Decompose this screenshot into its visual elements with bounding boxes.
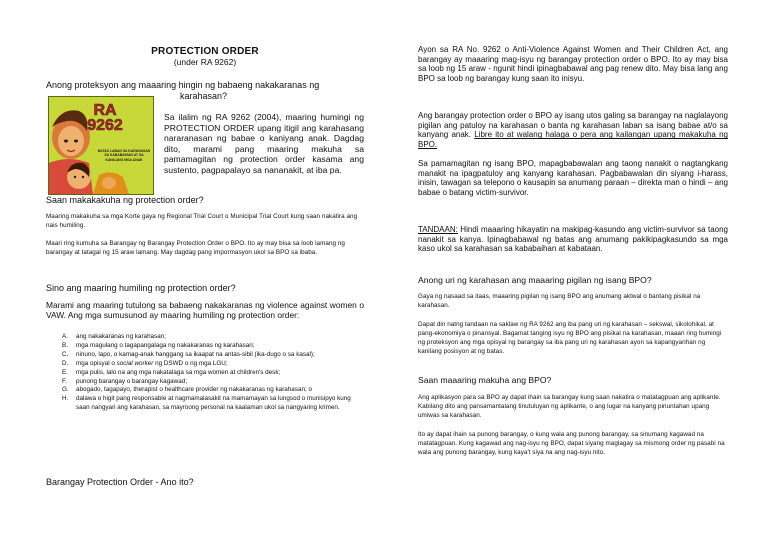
cover-title: RA 9262 [87, 102, 123, 134]
list-item: C. ninuno, lapo, o kamag-anak hanggang sa ikaapat na antas-sibil (ika-dugo o sa kasal); [62, 350, 315, 358]
list-item: A. ang nakakaranas ng karahasan; [62, 333, 166, 340]
paragraph-other-violence: Dapat din natng tandaan na saklaw ng RA 9262 ang iba pang uri ng karahasan – sekswal, sikolohikal, at pang-ekonomiya o pinansyal. Bagamat tanging isyu ng BPO ang pisikal na karahasan, maaari ring humingi ng proteksyon ang mga opisyal ng barangay sa iba pang uri ng karahasan ayon sa kapangyarihan ng kanilang posisyon at ng batas. [418, 321, 722, 355]
paragraph-bpo-definition: Ang barangay protection order o BPO ay isang utos galing sa barangay na naglalayong pigilan ang patuloy na karahasan o banta ng karahasan laban sa isang babae at/o sa kanyang anak. Libre ito at walang halaga o pera ang kailangan upang makakuha ng BPO. [418, 111, 728, 149]
paragraph-who-intro: Marami ang maaring tutulong sa babaeng nakakaranas ng violence against women o VAW. Ang mga sumusunod ay maaring humiling ng protection order: [46, 300, 364, 320]
list-item: F. punong barangay o barangay kagawad; [62, 377, 187, 385]
intro-paragraph: Sa ilalim ng RA 9262 (2004), maaring humingi ng PROTECTION ORDER upang itigil ang karahasang nararanasan ng babae o kaniyang anak. Dagdag dito, marami pang maaring makuha sa pamamagitan ng protection order kasama ang sustento, pagpapalayo sa nananakit, at iba pa. [164, 112, 364, 175]
requester-list [62, 333, 362, 413]
paragraph-filing: Ito ay dapat ihain sa punong barangay, o kung wala ang punong barangay, sa sinumang kagawad na matatagpuan. Kung kagawad ang nag-isyu ng BPO, dapat siyang maglagay sa mismong order ng pasabi na wala ang punong barangay, kung kaya't siya na ang nag-isyu nito. [418, 431, 725, 456]
paragraph-physical-violence: Gaya ng nasaad sa itaas, maaaring pigilan ng isang BPO ang anumang aktwal o bantang pisikal na karahasan. [418, 293, 701, 309]
question-where-get: Saan makakakuha ng protection order? [46, 195, 204, 205]
page-title: PROTECTION ORDER [151, 46, 259, 57]
cover-subtitle: BATAS LABAN SA KARAHASAN SA KABABAIHAN AT SA KANILANG MGA ANAK [97, 149, 151, 162]
question-violence-type: Anong uri ng karahasan ang maaaring pigilan ng isang BPO? [418, 275, 652, 285]
paragraph-barangay: Maari ring kumuha sa Barangay ng Barangay Protection Order o BPO. Ito ay may bisa sa loob lamang ng barangay at tatagal ng 15 araw lamang. May dagdag pang impormasyon ukol sa BPO sa ibaba. [46, 240, 345, 256]
question-who-can-request: Sino ang maaring humiling ng protection order? [46, 283, 236, 293]
question-where-bpo: Saan maaaring makuha ang BPO? [418, 375, 552, 385]
page-subtitle: (under RA 9262) [173, 57, 237, 67]
paragraph-tandaan: TANDAAN: Hindi maaaring hikayatin na makipag-kasundo ang victim-survivor sa taong nanakit sa kanya. Ipinagbabawal ng batas ang anumang pakikipagkasundo sa mga kaso ukol sa karahasan sa kababaihan at kabataan. [418, 225, 728, 254]
question-protection: Anong proteksyon ang maaaring hingin ng babaeng nakakaranas ng karahasan? [46, 80, 320, 101]
list-item: E. mga pulis, lalo na ang mga nakatalaga sa mga women at children's desk; [62, 368, 281, 376]
list-item: H. dalawa o higit pang responsable at nagmamalasakit na mamamayan sa lungsod o munisipyo kung saan nangyari ang karahasan, sa mayroong personal na kaalaman ukol sa nangyaring krimen. [62, 395, 351, 412]
paragraph-application: Ang aplikasyon para sa BPO ay dapat ihain sa barangay kung saan nakatira o matatagpuan ang aplikante. Kabilang dito ang pansamantalang tinutuluyan ng aplikante, o ang lugar na kanyang pinuntahan upang umiwas sa karahasan. [418, 394, 721, 419]
booklet-cover-image [48, 96, 154, 195]
paragraph-ra9262: Ayon sa RA No. 9262 o Anti-Violence Against Women and Their Children Act, ang barangay ay maaaring mag-isyu ng barangay protection order o BPO. Ito ay may bisa sa loob ng 15 araw - ngunit hindi ipinagbabawal ang pag renew dito. May bisa lang ang BPO sa loob ng barangay kung saan ito inisyu. [418, 45, 728, 83]
paragraph-bpo-effects: Sa pamamagitan ng isang BPO, mapagbabawalan ang taong nanakit o nagtangkang manakit na ipagpatuloy ang kanyang karahasan. Pagbabawalan din siyang i-harass, inisin, tawagan sa telepono o kausapin sa anumang paraan – direkta man o hindi – ang babae o batang victim-survivor. [418, 159, 728, 197]
list-item: D. mga opisyal o social worker ng DSWD o ng mga LGU; [62, 359, 228, 367]
paragraph-courts: Maaring makakuha sa mga Korte gaya ng Regional Trial Court o Municipal Trial Court kung saan nakatira ang nais humiling. [46, 213, 358, 229]
list-item: B. mga magulang o tagapangalaga ng nakakaranas ng karahasan; [62, 341, 255, 349]
list-item: G. abogado, tagapayo, therapist o healthcare provider ng nakakaranas ng karahasan; o [62, 386, 312, 394]
question-bpo-what: Barangay Protection Order - Ano ito? [46, 477, 194, 487]
